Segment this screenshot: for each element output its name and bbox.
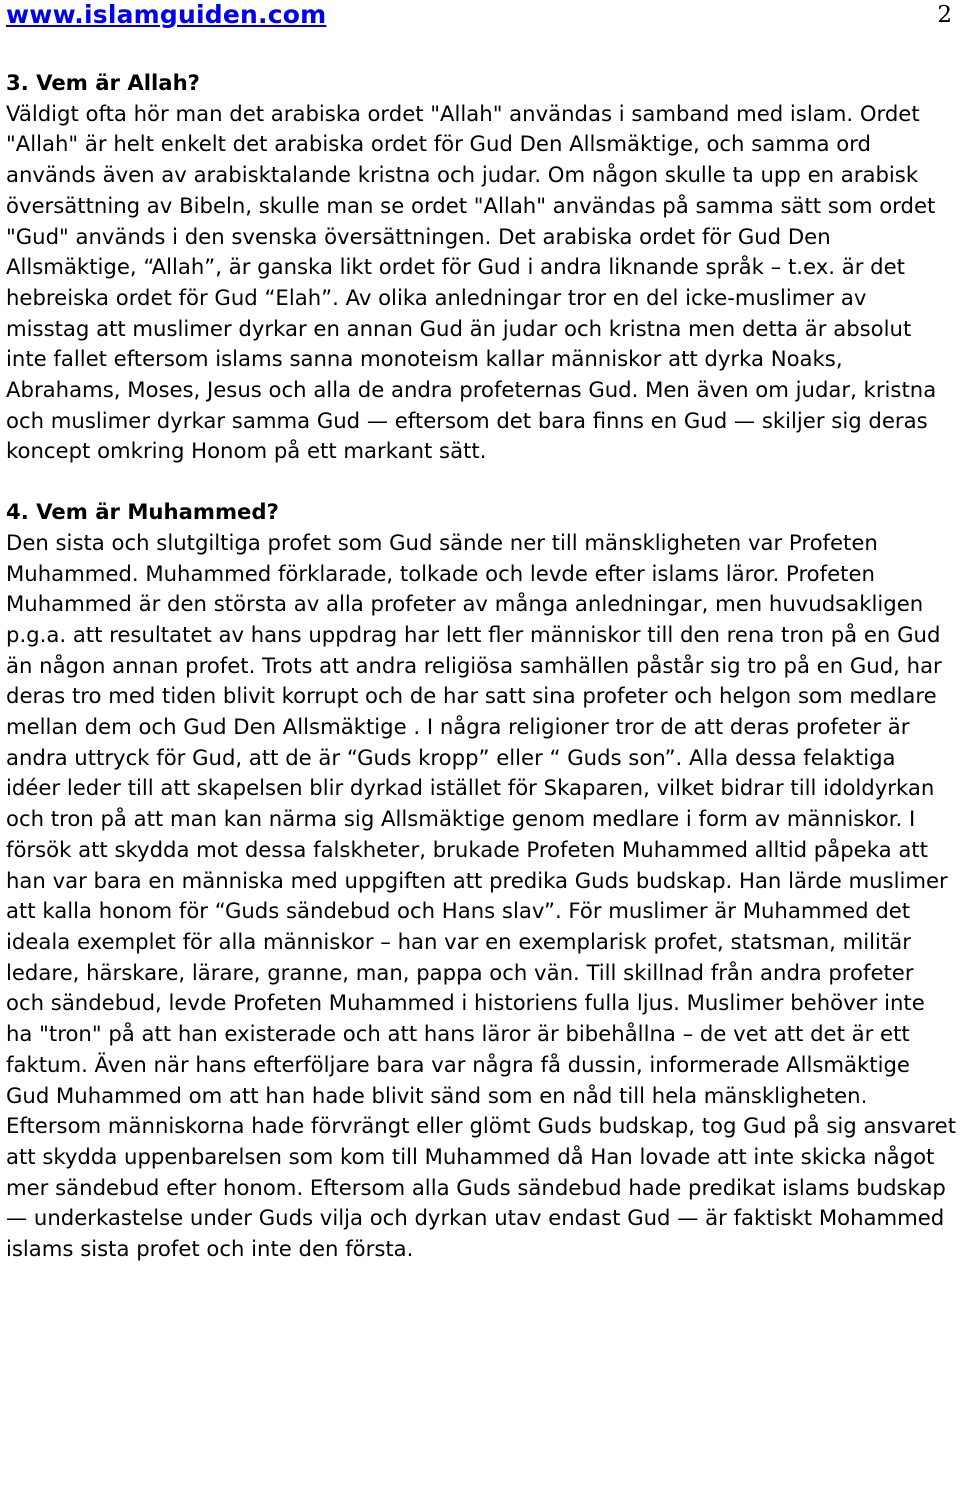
section-paragraph: Den sista och slutgiltiga profet som Gud sände ner till mänskligheten var Profeten Muhammed. Muhammed förklarade, tolkade och levde efter islams läror. Profeten Muhammed är den största av alla profeter av många anledningar, men huvudsakligen p.g.a. att resultatet av hans uppdrag har lett fler människor till den rena tron på en Gud än någon annan profet. Trots att andra religiösa samhällen påstår sig tro på en Gud, har deras tro med tiden blivit korrupt och de har satt sina profeter och helgon som medlare mellan dem och Gud Den Allsmäktige . I några religioner tror de att deras profeter är andra uttryck för Gud, att de är “Guds kropp” eller “ Guds son”. Alla dessa felaktiga idéer leder till att skapelsen blir dyrkad istället för Skaparen, vilket bidrar till idoldyrkan och tron på att man kan närma sig Allsmäktige genom medlare i form av människor. I försök att skydda mot dessa falskheter, brukade Profeten Muhammed alltid påpeka att han var bara en människa med uppgiften att predika Guds budskap. Han lärde muslimer att kalla honom för “Guds sändebud och Hans slav”. För muslimer är Muhammed det ideala exemplet för alla människor – han var en exemplarisk profet, statsman, militär ledare, härskare, lärare, granne, man, pappa och vän. Till skillnad från andra profeter och sändebud, levde Profeten Muhammed i historiens fulla ljus. Muslimer behöver inte ha "tron" på att han existerade och att hans läror är bibehållna – de vet att det är ett faktum. Även när hans efterföljare bara var några få dussin, informerade Allsmäktige Gud Muhammed om att han hade blivit sänd som en nåd till hela mänskligheten. Eftersom människorna hade förvrängt eller glömt Guds budskap, tog Gud på sig ansvaret att skydda uppenbarelsen som kom till Muhammed då Han lovade att inte skicka något mer sändebud efter honom. Eftersom alla Guds sändebud hade predikat islams budskap — underkastelse under Guds vilja och dyrkan utav endast Gud — är faktiskt Mohammed islams sista profet och inte den första. <box>6 529 957 1262</box>
document-body <box>6 68 956 1265</box>
section-title: 3. Vem är Allah? <box>6 70 200 95</box>
section-vem-ar-muhammed <box>6 497 956 1265</box>
site-link[interactable]: www.islamguiden.com <box>6 0 327 29</box>
section-spacer <box>6 467 956 497</box>
page-header <box>6 0 954 36</box>
page-number: 2 <box>937 2 952 28</box>
section-vem-ar-allah <box>6 68 956 467</box>
section-paragraph: Väldigt ofta hör man det arabiska ordet "Allah" användas i samband med islam. Ordet "Allah" är helt enkelt det arabiska ordet för Gud Den Allsmäktige, och samma ord används även av arabisktalande kristna och judar. Om någon skulle ta upp en arabisk översättning av Bibeln, skulle man se ordet "Allah" användas på samma sätt som ordet "Gud" används i den svenska översättningen. Det arabiska ordet för Gud Den Allsmäktige, “Allah”, är ganska likt ordet för Gud i andra liknande språk – t.ex. är det hebreiska ordet för Gud “Elah”. Av olika anledningar tror en del icke-muslimer av misstag att muslimer dyrkar en annan Gud än judar och kristna men detta är absolut inte fallet eftersom islams sanna monoteism kallar människor att dyrka Noaks, Abrahams, Moses, Jesus och alla de andra profeternas Gud. Men även om judar, kristna och muslimer dyrkar samma Gud — eftersom det bara finns en Gud — skiljer sig deras koncept omkring Honom på ett markant sätt. <box>6 100 937 464</box>
section-title: 4. Vem är Muhammed? <box>6 499 279 525</box>
